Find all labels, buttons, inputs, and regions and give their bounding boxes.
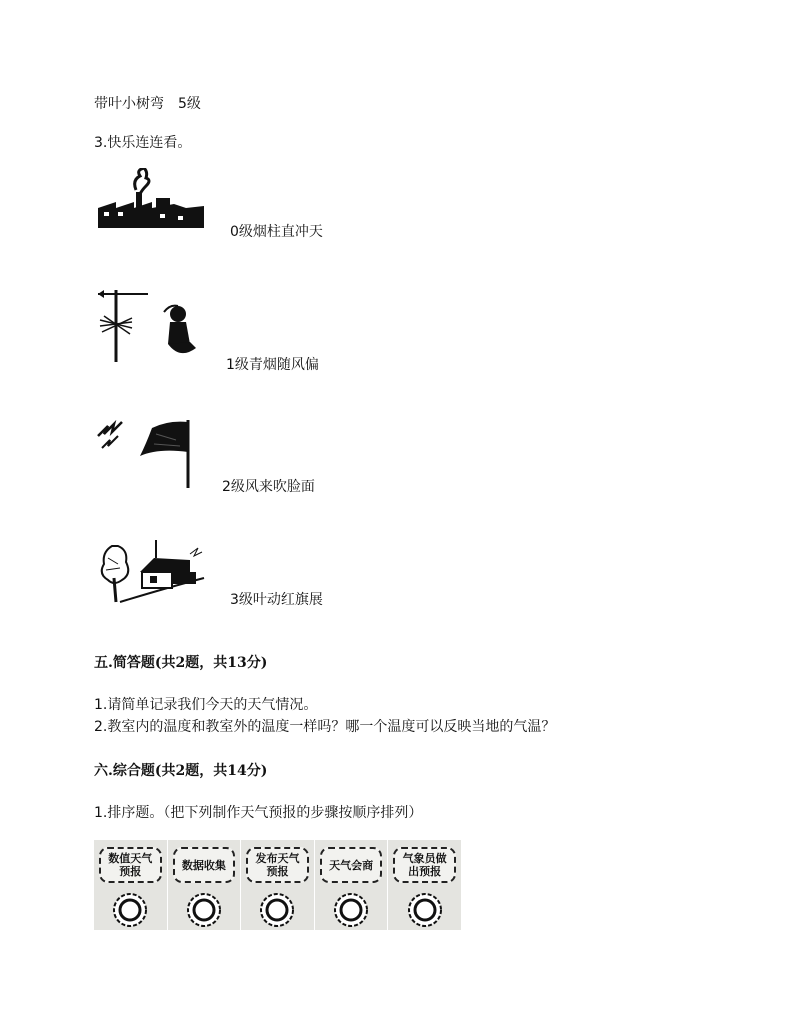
card-label: 气象员做出预报	[393, 847, 456, 883]
option-1: 1级青烟随风偏	[226, 357, 319, 373]
card-label: 天气会商	[320, 847, 383, 883]
option-0: 0级烟柱直冲天	[230, 224, 323, 240]
sort-card	[94, 840, 168, 930]
section5-q1: 1.请简单记录我们今天的天气情况。	[94, 697, 318, 713]
matching-heading: 3.快乐连连看。	[94, 135, 192, 151]
flower-circle-icon	[407, 892, 443, 928]
tree-house-picture	[96, 538, 206, 604]
section5-title: 五.简答题(共2题，共13分)	[94, 655, 268, 671]
section6-title: 六.综合题(共2题，共14分)	[94, 763, 268, 779]
option-3: 3级叶动红旗展	[230, 592, 323, 608]
flower-circle-icon	[333, 892, 369, 928]
sort-card	[168, 840, 242, 930]
flower-circle-icon	[259, 892, 295, 928]
factory-smoke-picture	[96, 168, 206, 230]
flag-smoke-picture	[96, 418, 194, 490]
sorting-cards-picture	[94, 840, 461, 930]
card-label: 数据收集	[173, 847, 236, 883]
flower-circle-icon	[112, 892, 148, 928]
card-label: 发布天气预报	[246, 847, 309, 883]
top-line: 带叶小树弯 5级	[94, 96, 201, 112]
section5-q2: 2.教室内的温度和教室外的温度一样吗？哪一个温度可以反映当地的气温？	[94, 719, 556, 735]
card-label: 数值天气预报	[99, 847, 162, 883]
sort-card	[315, 840, 389, 930]
wind-vane-girl-picture	[96, 288, 204, 364]
section6-q1: 1.排序题。（把下列制作天气预报的步骤按顺序排列）	[94, 805, 423, 821]
sort-card	[241, 840, 315, 930]
sort-card	[388, 840, 461, 930]
option-2: 2级风来吹脸面	[222, 479, 315, 495]
flower-circle-icon	[186, 892, 222, 928]
